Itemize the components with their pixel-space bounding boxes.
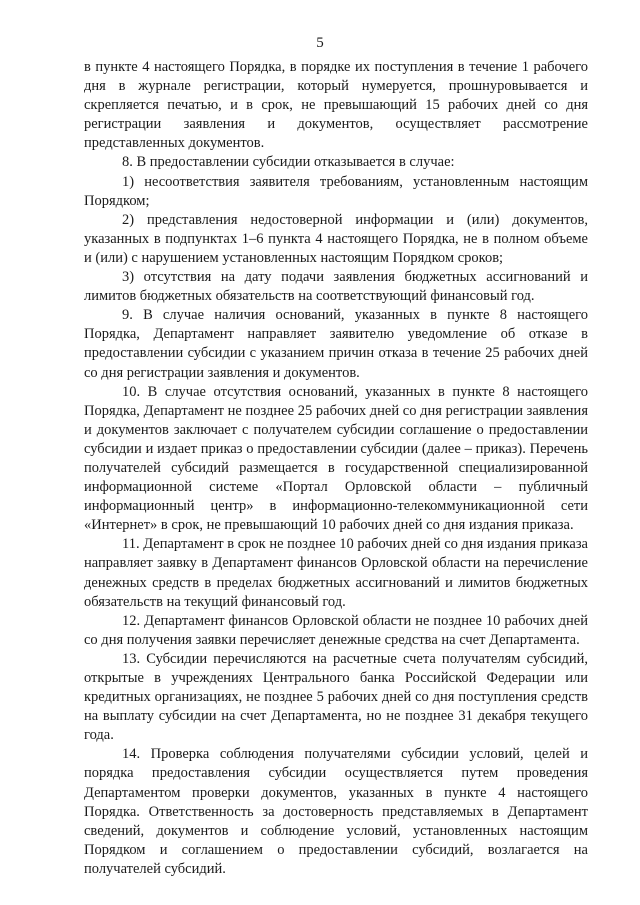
paragraph-item-14: 14. Проверка соблюдения получателями субсидии условий, целей и порядка предоставления субсидии осуществляется путем проведения Департаментом проверки документов, указанных в пункте 4 настоящего Порядка. Ответственность за достоверность представляемых в Департамент сведений, документов и соблюдение условий, установленных настоящим Порядком и соглашением о предоставлении субсидий, возлагается на получателей субсидий. [84, 746, 588, 877]
document-body [84, 58, 588, 879]
paragraph-item-12: 12. Департамент финансов Орловской области не позднее 10 рабочих дней со дня получения заявки перечисляет денежные средства на счет Департамента. [84, 612, 588, 648]
paragraph-continuation: в пункте 4 настоящего Порядка, в порядке их поступления в течение 1 рабочего дня в журнале регистрации, который нумеруется, прошнуровывается и скрепляется печатью, и в срок, не превышающий 15 рабочих дней со дня регистрации заявления и документов, осуществляет рассмотрение представленных документов. [84, 59, 588, 152]
paragraph-item-8-2: 2) представления недостоверной информации и (или) документов, указанных в подпунктах 1–6 пункта 4 настоящего Порядка, не в полном объеме и (или) с нарушением установленных настоящим Порядком сроков; [84, 211, 588, 266]
paragraph-item-10: 10. В случае отсутствия оснований, указанных в пункте 8 настоящего Порядка, Департамент не позднее 25 рабочих дней со дня регистрации заявления и документов заключает с получателем субсидии соглашение о предоставлении субсидии и издает приказ о предоставлении субсидии (далее – приказ). Перечень получателей субсидий размещается в государственной специализированной информационной системе «Портал Орловской области – публичный информационный центр» в информационно-телекоммуникационной сети «Интернет» в срок, не превышающий 10 рабочих дней со дня издания приказа. [84, 383, 588, 534]
paragraph-item-8-1: 1) несоответствия заявителя требованиям, установленным настоящим Порядком; [84, 173, 588, 209]
page-number: 5 [316, 35, 324, 51]
paragraph-item-8: 8. В предоставлении субсидии отказывается в случае: [122, 154, 455, 171]
paragraph-item-9: 9. В случае наличия оснований, указанных в пункте 8 настоящего Порядка, Департамент направляет заявителю уведомление об отказе в предоставлении субсидии с указанием причин отказа в течение 25 рабочих дней со дня регистрации заявления и документов. [84, 307, 588, 381]
paragraph-item-8-3: 3) отсутствия на дату подачи заявления бюджетных ассигнований и лимитов бюджетных обязательств на соответствующий финансовый год. [84, 269, 588, 305]
paragraph-item-13: 13. Субсидии перечисляются на расчетные счета получателям субсидий, открытые в учреждениях Центрального банка Российской Федерации или кредитных организациях, не позднее 5 рабочих дней со дня поступления средств на выплату субсидии на счет Департамента, но не позднее 31 декабря текущего года. [84, 650, 588, 744]
paragraph-item-11: 11. Департамент в срок не позднее 10 рабочих дней со дня издания приказа направляет заявку в Департамент финансов Орловской области на перечисление денежных средств в пределах бюджетных ассигнований и лимитов бюджетных обязательств на текущий финансовый год. [84, 536, 588, 610]
